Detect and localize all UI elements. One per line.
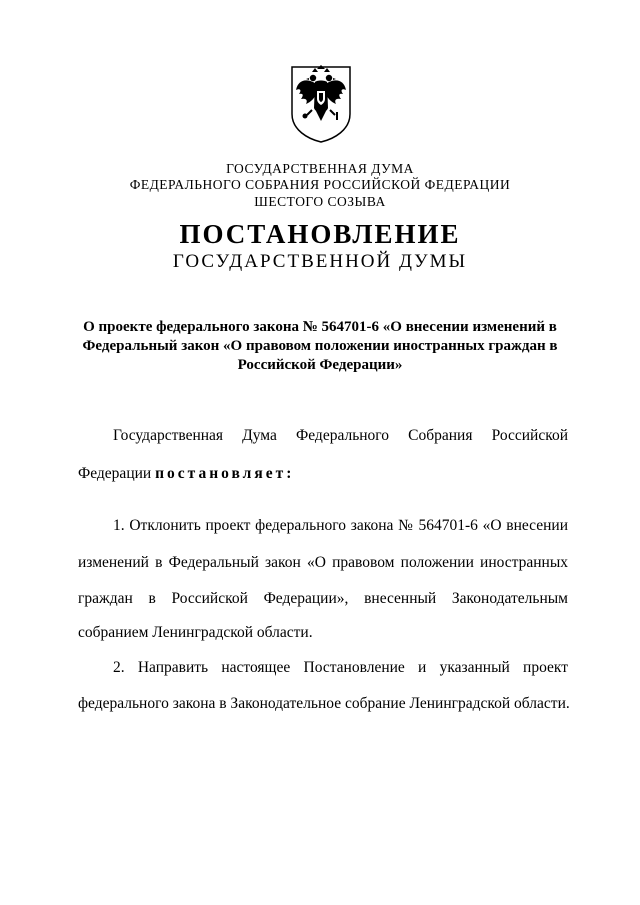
- item1-line: 1. Отклонить проект федерального закона № 564701-6 «О внесении: [113, 517, 568, 534]
- item1-line: собранием Ленинградской области.: [78, 624, 313, 641]
- russian-coat-of-arms-icon: [288, 64, 354, 144]
- document-type-title: ПОСТАНОВЛЕНИЕ: [179, 219, 461, 249]
- subject-line: Федеральный закон «О правовом положении иностранных граждан в: [82, 338, 558, 354]
- subject-line: Российской Федерации»: [237, 357, 403, 373]
- item1-line: граждан в Российской Федерации», внесенный Законодательным: [78, 590, 568, 607]
- org-name-line2: ФЕДЕРАЛЬНОГО СОБРАНИЯ РОССИЙСКОЙ ФЕДЕРАЦИИ: [129, 177, 511, 192]
- item2-line: 2. Направить настоящее Постановление и указанный проект: [113, 659, 568, 676]
- item2-line: федерального закона в Законодательное собрание Ленинградской области.: [78, 695, 570, 712]
- document-issuer-title: ГОСУДАРСТВЕННОЙ ДУМЫ: [172, 251, 468, 272]
- subject-line: О проекте федерального закона № 564701-6 «О внесении изменений в: [83, 319, 557, 335]
- preamble-line: Государственная Дума Федерального Собрания Российской: [113, 427, 568, 444]
- resolves-verb: постановляет:: [155, 465, 295, 482]
- convocation-line: ШЕСТОГО СОЗЫВА: [254, 194, 386, 209]
- preamble-text: Федерации: [78, 465, 152, 482]
- document-subject: [60, 318, 580, 375]
- org-name-line1: ГОСУДАРСТВЕННАЯ ДУМА: [226, 161, 414, 176]
- item1-line: изменений в Федеральный закон «О правовом положении иностранных: [78, 554, 568, 571]
- preamble-line: [78, 464, 568, 483]
